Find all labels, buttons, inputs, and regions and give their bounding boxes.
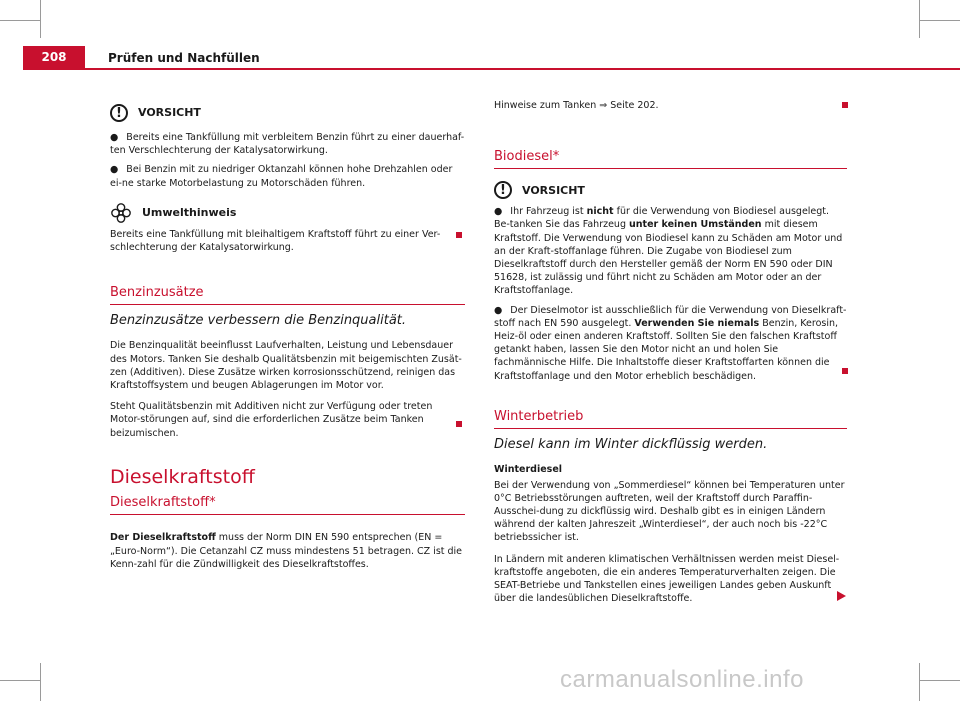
crop-mark <box>0 20 40 21</box>
crop-mark <box>0 680 40 681</box>
header-rule <box>23 68 960 70</box>
caution-bullet: ● Bei Benzin mit zu niedriger Oktanzahl können hohe Drehzahlen oder ei-ne starke Motorbelastung zu Motorschäden führen. <box>110 164 453 189</box>
section-title-dieselkraftstoff: Dieselkraftstoff* <box>110 495 216 511</box>
subheading: Winterdiesel <box>494 464 563 476</box>
caution-bullet: ● Ihr Fahrzeug ist nicht für die Verwendung von Biodiesel ausgelegt. Be-tanken Sie das Fahrzeug unter keinen Umständen mit diesem Kraftstoff. Die Verwendung von Biodiesel kann zu Schäden am Motor und an der Kraft-stoffanlage führen. Die Zugabe von Biodiesel zum Dieselkraftstoff durch den Hersteller gemäß der Norm EN 590 oder DIN 51628, ist zulässig und führt nicht zu Schäden am Motor oder an der Kraftstoffanlage. <box>494 206 843 297</box>
paragraph: In Ländern mit anderen klimatischen Verhältnissen werden meist Diesel-kraftstoffe angeboten, die ein anderes Temperaturverhalten zeigen. Die SEAT-Betriebe und Tankstellen eines jeweiligen Landes geben Auskunft über die landesüblichen Dieselkraftstoffe. <box>494 553 840 605</box>
watermark: carmanualsonline.info <box>560 666 804 693</box>
left-column <box>110 104 465 254</box>
page-number: 208 <box>23 46 85 68</box>
section-rule <box>494 168 847 169</box>
paragraph: Die Benzinqualität beeinflusst Laufverhalten, Leistung und Lebensdauer des Motors. Tanken Sie deshalb Qualitätsbenzin mit beigemischten Zusät-zen (Additiven). Diese Zusätze wirken korrosionsschützend, reinigen das Kraftstoffsystem und beugen Ablagerungen im Motor vor. <box>110 340 462 392</box>
section-end-marker <box>842 368 848 374</box>
crop-mark <box>919 0 920 38</box>
crop-mark <box>40 663 41 701</box>
section-end-marker <box>456 421 462 427</box>
benzinzusaetze-section <box>110 286 465 440</box>
paragraph: Der Dieselkraftstoff muss der Norm DIN EN 590 entsprechen (EN = „Euro-Norm“). Die Cetanzahl CZ muss mindestens 51 betragen. CZ ist die Kenn-zahl für die Zündwilligkeit des Dieselkraftstoffes. <box>110 532 463 570</box>
section-title-winterbetrieb: Winterbetrieb <box>494 409 584 424</box>
caution-heading <box>494 181 847 199</box>
section-title-benzinzusaetze: Benzinzusätze <box>110 285 204 300</box>
section-end-marker <box>456 232 462 238</box>
caution-title: VORSICHT <box>138 106 201 120</box>
caution-heading <box>110 104 465 122</box>
dieselkraftstoff-chapter <box>110 466 465 571</box>
environment-title: Umwelthinweis <box>142 206 237 220</box>
environment-heading <box>110 202 465 224</box>
section-end-marker <box>842 102 848 108</box>
section-rule <box>494 428 847 429</box>
caution-bullet: ● Bereits eine Tankfüllung mit verbleitem Benzin führt zu einer dauerhaf-ten Verschlechterung der Katalysatorwirkung. <box>110 132 465 157</box>
winterbetrieb-section <box>494 410 847 605</box>
section-subtitle: Benzinzusätze verbessern die Benzinqualität. <box>110 313 407 329</box>
cross-reference[interactable]: Hinweise zum Tanken ⇒ Seite 202. <box>494 100 659 111</box>
warning-icon: ! <box>494 181 512 199</box>
crop-mark <box>920 680 960 681</box>
flower-icon <box>110 202 132 224</box>
crop-mark <box>919 663 920 701</box>
section-rule <box>110 304 465 305</box>
section-title-biodiesel: Biodiesel* <box>494 149 560 164</box>
section-subtitle: Diesel kann im Winter dickflüssig werden. <box>494 437 768 453</box>
chapter-title: Dieselkraftstoff <box>110 466 255 488</box>
right-column <box>494 99 847 112</box>
environment-text: Bereits eine Tankfüllung mit bleihaltigem Kraftstoff führt zu einer Ver-schlechterung der Katalysatorwirkung. <box>110 228 441 254</box>
paragraph: Bei der Verwendung von „Sommerdiesel“ können bei Temperaturen unter 0°C Betriebsstörungen auftreten, weil der Kraftstoff durch Paraffin-Ausschei-dung zu dickflüssig wird. Deshalb gibt es in einigen Ländern während der kalten Jahreszeit „Winterdiesel“, der auch noch bis -22°C betriebssicher ist. <box>494 479 845 544</box>
crop-mark <box>920 20 960 21</box>
caution-bullet: ● Der Dieselmotor ist ausschließlich für die Verwendung von Dieselkraft-stoff nach EN 590 ausgelegt. Verwenden Sie niemals Benzin, Kerosin, Heiz-öl oder einen anderen Kraftstoff. Sollten Sie den falschen Kraftstoff getankt haben, lassen Sie den Motor nicht an und holen Sie fachmännische Hilfe. Die Inhaltstoffe dieser Kraftstoffarten können die Kraftstoffanlage und den Motor erheblich beschädigen. <box>494 304 847 382</box>
crop-mark <box>40 0 41 38</box>
section-rule <box>110 514 465 515</box>
biodiesel-section <box>494 150 847 389</box>
paragraph: Steht Qualitätsbenzin mit Additiven nicht zur Verfügung oder treten Motor-störungen auf, sind die erforderlichen Zusätze beim Tanken beizumischen. <box>110 401 433 439</box>
continue-arrow-icon <box>837 591 846 601</box>
caution-title: VORSICHT <box>522 183 585 197</box>
page-header-title: Prüfen und Nachfüllen <box>108 51 260 65</box>
warning-icon: ! <box>110 104 128 122</box>
